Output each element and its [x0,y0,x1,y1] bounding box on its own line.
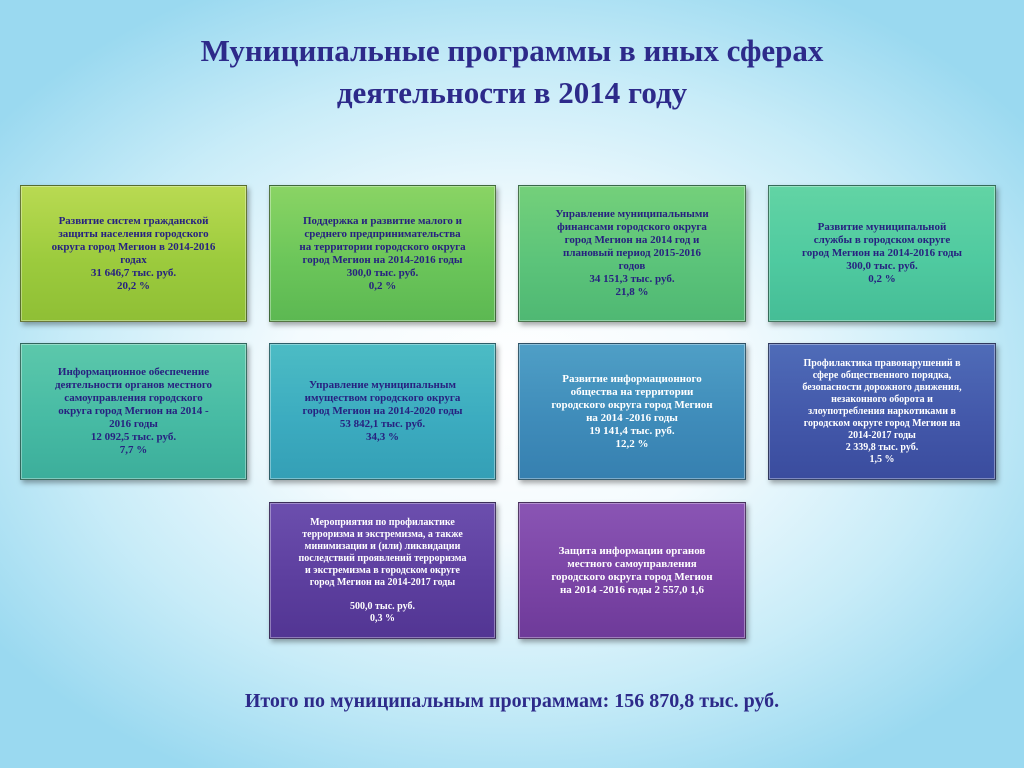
program-card-information-support [20,343,247,480]
title-line-1: Муниципальные программы в иных сферах [200,33,824,68]
program-card-information-protection [518,502,746,639]
program-card-text: Поддержка и развитие малого и среднего предпринимательства на территории городского округа город Мегион на 2014-2016 годы 300,0 тыс. руб. 0,2 % [299,214,466,292]
total-summary: Итого по муниципальным программам: 156 870,8 тыс. руб. [244,690,780,712]
program-card-crime-prevention [768,343,996,480]
program-card-text: Развитие муниципальной службы в городском округе город Мегион на 2014-2016 годы 300,0 тыс. руб. 0,2 % [802,221,962,285]
program-card-text: Управление муниципальным имуществом городского округа город Мегион на 2014-2020 годы 53 842,1 тыс. руб. 34,3 % [302,379,463,443]
page-title [0,30,1024,114]
program-card-civil-protection [20,185,247,322]
program-card-terrorism-prevention [269,502,496,639]
program-card-text: Управление муниципальными финансами городского округа город Мегион на 2014 год и плановый период 2015-2016 годов 34 151,3 тыс. руб. 21,8 % [555,208,709,298]
program-card-text: Развитие информационного общества на территории городского округа город Мегион на 2014 -2016 годы 19 141,4 тыс. руб. 12,2 % [551,372,713,450]
title-line-2: деятельности в 2014 году [336,75,688,110]
program-card-property-management [269,343,496,480]
program-card-municipal-service [768,185,996,322]
program-card-text: Развитие систем гражданской защиты населения городского округа город Мегион в 2014-2016 годах 31 646,7 тыс. руб. 20,2 % [51,214,216,292]
program-card-text: Информационное обеспечение деятельности органов местного самоуправления городского округа город Мегион на 2014 - 2016 годы 12 092,5 тыс. руб. 7,7 % [54,366,213,456]
program-card-text: Защита информации органов местного самоуправления городского округа город Мегион на 2014 -2016 годы 2 557,0 1,6 [551,544,713,596]
program-card-text: Профилактика правонарушений в сфере общественного порядка, безопасности дорожного движения, незаконного оборота и злоупотребления наркотиками в городском округе город Мегион на 2014-2017 годы 2 339,8 тыс. руб. 1,5 % [802,357,962,465]
program-card-text: Мероприятия по профилактике терроризма и экстремизма, а также минимизации и (или) ликвидации последствий проявлений терроризма и экстремизма в городском округе город Мегион на 2014-2017 годы 500,0 тыс. руб. 0,3 % [298,516,467,624]
program-card-municipal-finance [518,185,746,322]
program-card-small-business [269,185,496,322]
program-card-information-society [518,343,746,480]
